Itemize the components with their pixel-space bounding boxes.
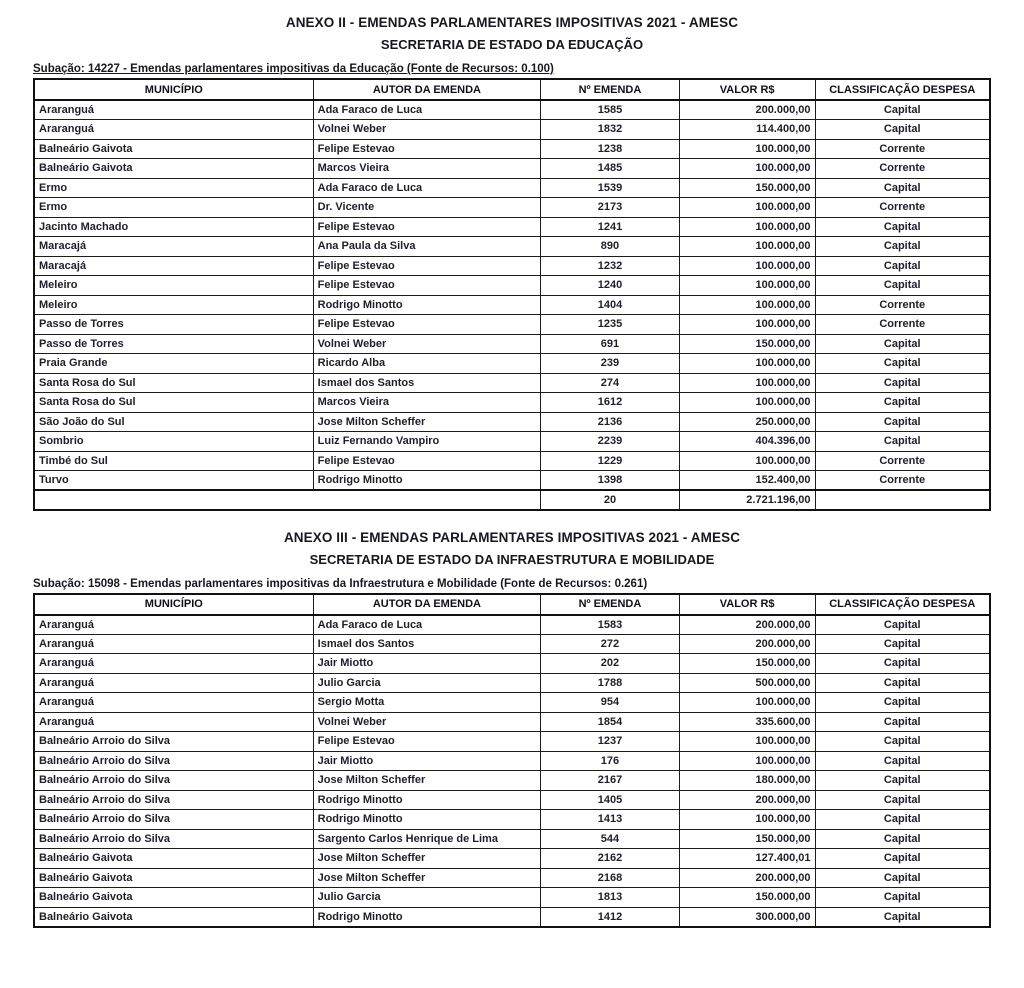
cell-valor: 100.000,00 — [679, 315, 815, 335]
cell-classificacao: Capital — [815, 276, 990, 296]
cell-classificacao: Capital — [815, 673, 990, 693]
cell-autor: Dr. Vicente — [313, 198, 541, 218]
cell-valor: 250.000,00 — [679, 412, 815, 432]
cell-municipio: Ermo — [34, 178, 313, 198]
cell-classificacao: Capital — [815, 178, 990, 198]
table-header-row — [34, 79, 990, 100]
cell-autor: Felipe Estevao — [313, 315, 541, 335]
cell-autor: Ada Faraco de Luca — [313, 178, 541, 198]
cell-num-emenda: 2168 — [541, 868, 680, 888]
cell-num-emenda: 544 — [541, 829, 680, 849]
cell-valor: 100.000,00 — [679, 237, 815, 257]
cell-autor: Felipe Estevao — [313, 732, 541, 752]
cell-classificacao: Corrente — [815, 295, 990, 315]
cell-valor: 200.000,00 — [679, 790, 815, 810]
cell-valor: 100.000,00 — [679, 159, 815, 179]
cell-municipio: Araranguá — [34, 120, 313, 140]
cell-valor: 100.000,00 — [679, 751, 815, 771]
cell-valor: 100.000,00 — [679, 354, 815, 374]
cell-municipio: Sombrio — [34, 432, 313, 452]
cell-municipio: Turvo — [34, 471, 313, 491]
cell-valor: 100.000,00 — [679, 732, 815, 752]
section-title: ANEXO III - EMENDAS PARLAMENTARES IMPOSITIVAS 2021 - AMESC — [283, 529, 741, 545]
cell-num-emenda: 2173 — [541, 198, 680, 218]
total-empty-cell — [34, 490, 541, 510]
cell-autor: Jose Milton Scheffer — [313, 412, 541, 432]
cell-municipio: Balneário Gaivota — [34, 159, 313, 179]
cell-classificacao: Capital — [815, 432, 990, 452]
cell-valor: 100.000,00 — [679, 256, 815, 276]
table-row — [34, 412, 990, 432]
cell-autor: Felipe Estevao — [313, 256, 541, 276]
cell-municipio: Maracajá — [34, 256, 313, 276]
cell-num-emenda: 691 — [541, 334, 680, 354]
table-row — [34, 139, 990, 159]
subacao-line: Subação: 15098 - Emendas parlamentares impositivas da Infraestrutura e Mobilidade (Fonte de Recursos: 0.261) — [33, 577, 648, 590]
cell-municipio: São João do Sul — [34, 412, 313, 432]
column-header-valor: VALOR R$ — [679, 594, 815, 615]
table-row — [34, 354, 990, 374]
column-header-municipio: MUNICÍPIO — [34, 79, 313, 100]
cell-classificacao: Corrente — [815, 471, 990, 491]
cell-num-emenda: 239 — [541, 354, 680, 374]
cell-valor: 100.000,00 — [679, 373, 815, 393]
table-row — [34, 373, 990, 393]
cell-num-emenda: 1412 — [541, 907, 680, 927]
cell-valor: 100.000,00 — [679, 139, 815, 159]
cell-valor: 100.000,00 — [679, 451, 815, 471]
cell-autor: Volnei Weber — [313, 120, 541, 140]
cell-autor: Marcos Vieira — [313, 159, 541, 179]
table-row — [34, 315, 990, 335]
column-header-autor: AUTOR DA EMENDA — [313, 79, 541, 100]
cell-valor: 500.000,00 — [679, 673, 815, 693]
cell-autor: Ismael dos Santos — [313, 373, 541, 393]
cell-autor: Ismael dos Santos — [313, 634, 541, 654]
cell-valor: 114.400,00 — [679, 120, 815, 140]
cell-num-emenda: 1235 — [541, 315, 680, 335]
total-count: 20 — [541, 490, 680, 510]
cell-classificacao: Capital — [815, 120, 990, 140]
total-valor: 2.721.196,00 — [679, 490, 815, 510]
cell-num-emenda: 1813 — [541, 888, 680, 908]
cell-valor: 200.000,00 — [679, 634, 815, 654]
table-row — [34, 393, 990, 413]
cell-autor: Jair Miotto — [313, 751, 541, 771]
cell-classificacao: Capital — [815, 888, 990, 908]
cell-municipio: Santa Rosa do Sul — [34, 393, 313, 413]
cell-municipio: Balneário Arroio do Silva — [34, 771, 313, 791]
cell-valor: 180.000,00 — [679, 771, 815, 791]
cell-classificacao: Corrente — [815, 139, 990, 159]
cell-municipio: Balneário Gaivota — [34, 868, 313, 888]
cell-autor: Jair Miotto — [313, 654, 541, 674]
cell-num-emenda: 1539 — [541, 178, 680, 198]
column-header-municipio: MUNICÍPIO — [34, 594, 313, 615]
table-row — [34, 256, 990, 276]
table-row — [34, 634, 990, 654]
table-row — [34, 771, 990, 791]
cell-municipio: Balneário Gaivota — [34, 888, 313, 908]
cell-classificacao: Corrente — [815, 198, 990, 218]
table-row — [34, 451, 990, 471]
cell-classificacao: Capital — [815, 100, 990, 120]
table-row — [34, 295, 990, 315]
cell-autor: Luiz Fernando Vampiro — [313, 432, 541, 452]
cell-autor: Julio Garcia — [313, 888, 541, 908]
cell-classificacao: Capital — [815, 771, 990, 791]
cell-autor: Rodrigo Minotto — [313, 790, 541, 810]
table-row — [34, 654, 990, 674]
cell-municipio: Ermo — [34, 198, 313, 218]
cell-valor: 100.000,00 — [679, 393, 815, 413]
cell-classificacao: Capital — [815, 849, 990, 869]
column-header-classificacao: CLASSIFICAÇÃO DESPESA — [815, 594, 990, 615]
table-row — [34, 334, 990, 354]
cell-valor: 100.000,00 — [679, 810, 815, 830]
cell-classificacao: Capital — [815, 907, 990, 927]
cell-autor: Sargento Carlos Henrique de Lima — [313, 829, 541, 849]
cell-classificacao: Capital — [815, 693, 990, 713]
table-row — [34, 471, 990, 491]
table-body — [34, 100, 990, 510]
cell-num-emenda: 1413 — [541, 810, 680, 830]
cell-municipio: Araranguá — [34, 615, 313, 635]
cell-num-emenda: 1237 — [541, 732, 680, 752]
cell-autor: Ada Faraco de Luca — [313, 100, 541, 120]
cell-valor: 100.000,00 — [679, 276, 815, 296]
table-row — [34, 732, 990, 752]
cell-autor: Ana Paula da Silva — [313, 237, 541, 257]
cell-num-emenda: 1232 — [541, 256, 680, 276]
table-row — [34, 615, 990, 635]
cell-autor: Jose Milton Scheffer — [313, 868, 541, 888]
cell-classificacao: Capital — [815, 829, 990, 849]
table-row — [34, 120, 990, 140]
cell-valor: 150.000,00 — [679, 334, 815, 354]
cell-num-emenda: 1485 — [541, 159, 680, 179]
cell-classificacao: Corrente — [815, 315, 990, 335]
cell-classificacao: Capital — [815, 654, 990, 674]
cell-autor: Rodrigo Minotto — [313, 295, 541, 315]
column-header-num-emenda: Nº EMENDA — [541, 79, 680, 100]
cell-municipio: Balneário Arroio do Silva — [34, 751, 313, 771]
cell-num-emenda: 1832 — [541, 120, 680, 140]
table-row — [34, 751, 990, 771]
table-row — [34, 100, 990, 120]
cell-classificacao: Capital — [815, 354, 990, 374]
cell-autor: Felipe Estevao — [313, 451, 541, 471]
cell-autor: Volnei Weber — [313, 334, 541, 354]
table-row — [34, 673, 990, 693]
cell-num-emenda: 1612 — [541, 393, 680, 413]
cell-num-emenda: 1398 — [541, 471, 680, 491]
cell-municipio: Araranguá — [34, 634, 313, 654]
cell-classificacao: Capital — [815, 393, 990, 413]
cell-num-emenda: 1585 — [541, 100, 680, 120]
cell-num-emenda: 274 — [541, 373, 680, 393]
subacao-line: Subação: 14227 - Emendas parlamentares impositivas da Educação (Fonte de Recursos: 0.100) — [33, 63, 554, 75]
section-anexo-iii — [33, 515, 991, 928]
cell-num-emenda: 176 — [541, 751, 680, 771]
table-row — [34, 276, 990, 296]
cell-num-emenda: 272 — [541, 634, 680, 654]
column-header-num-emenda: Nº EMENDA — [541, 594, 680, 615]
table-row — [34, 178, 990, 198]
cell-classificacao: Capital — [815, 790, 990, 810]
cell-municipio: Araranguá — [34, 673, 313, 693]
table-row — [34, 888, 990, 908]
cell-municipio: Passo de Torres — [34, 334, 313, 354]
cell-num-emenda: 1241 — [541, 217, 680, 237]
table-row — [34, 159, 990, 179]
cell-classificacao: Capital — [815, 256, 990, 276]
section-secretaria: SECRETARIA DE ESTADO DA INFRAESTRUTURA E MOBILIDADE — [309, 551, 715, 567]
cell-municipio: Balneário Arroio do Silva — [34, 829, 313, 849]
cell-municipio: Araranguá — [34, 693, 313, 713]
cell-num-emenda: 954 — [541, 693, 680, 713]
cell-autor: Jose Milton Scheffer — [313, 849, 541, 869]
cell-classificacao: Capital — [815, 237, 990, 257]
cell-num-emenda: 1404 — [541, 295, 680, 315]
cell-num-emenda: 1854 — [541, 712, 680, 732]
cell-municipio: Meleiro — [34, 295, 313, 315]
emendas-table-educacao — [33, 78, 991, 511]
cell-classificacao: Capital — [815, 615, 990, 635]
emendas-table-infraestrutura — [33, 593, 991, 928]
cell-classificacao: Capital — [815, 810, 990, 830]
cell-classificacao: Capital — [815, 712, 990, 732]
cell-valor: 200.000,00 — [679, 100, 815, 120]
cell-valor: 100.000,00 — [679, 295, 815, 315]
cell-classificacao: Capital — [815, 334, 990, 354]
cell-autor: Felipe Estevao — [313, 217, 541, 237]
cell-municipio: Balneário Gaivota — [34, 139, 313, 159]
cell-classificacao: Capital — [815, 868, 990, 888]
cell-num-emenda: 890 — [541, 237, 680, 257]
cell-autor: Felipe Estevao — [313, 276, 541, 296]
cell-municipio: Balneário Arroio do Silva — [34, 810, 313, 830]
cell-valor: 150.000,00 — [679, 829, 815, 849]
cell-municipio: Balneário Arroio do Silva — [34, 732, 313, 752]
cell-classificacao: Corrente — [815, 451, 990, 471]
column-header-autor: AUTOR DA EMENDA — [313, 594, 541, 615]
cell-classificacao: Capital — [815, 412, 990, 432]
table-row — [34, 198, 990, 218]
cell-municipio: Praia Grande — [34, 354, 313, 374]
cell-autor: Rodrigo Minotto — [313, 471, 541, 491]
table-row — [34, 217, 990, 237]
section-secretaria: SECRETARIA DE ESTADO DA EDUCAÇÃO — [380, 37, 644, 52]
cell-valor: 100.000,00 — [679, 198, 815, 218]
cell-municipio: Balneário Arroio do Silva — [34, 790, 313, 810]
column-header-valor: VALOR R$ — [679, 79, 815, 100]
cell-valor: 335.600,00 — [679, 712, 815, 732]
cell-num-emenda: 2136 — [541, 412, 680, 432]
table-total-row — [34, 490, 990, 510]
cell-valor: 404.396,00 — [679, 432, 815, 452]
cell-valor: 300.000,00 — [679, 907, 815, 927]
column-header-classificacao: CLASSIFICAÇÃO DESPESA — [815, 79, 990, 100]
section-title: ANEXO II - EMENDAS PARLAMENTARES IMPOSITIVAS 2021 - AMESC — [285, 15, 739, 30]
cell-num-emenda: 1229 — [541, 451, 680, 471]
cell-num-emenda: 1240 — [541, 276, 680, 296]
cell-autor: Volnei Weber — [313, 712, 541, 732]
table-row — [34, 712, 990, 732]
cell-num-emenda: 1583 — [541, 615, 680, 635]
cell-valor: 150.000,00 — [679, 888, 815, 908]
cell-autor: Marcos Vieira — [313, 393, 541, 413]
cell-num-emenda: 1238 — [541, 139, 680, 159]
cell-municipio: Araranguá — [34, 654, 313, 674]
cell-autor: Jose Milton Scheffer — [313, 771, 541, 791]
cell-valor: 127.400,01 — [679, 849, 815, 869]
cell-valor: 150.000,00 — [679, 654, 815, 674]
section-anexo-ii — [33, 0, 991, 511]
cell-classificacao: Capital — [815, 373, 990, 393]
cell-valor: 200.000,00 — [679, 868, 815, 888]
table-row — [34, 237, 990, 257]
table-header-row — [34, 594, 990, 615]
cell-autor: Ricardo Alba — [313, 354, 541, 374]
cell-num-emenda: 2239 — [541, 432, 680, 452]
cell-autor: Rodrigo Minotto — [313, 810, 541, 830]
table-row — [34, 810, 990, 830]
cell-classificacao: Capital — [815, 217, 990, 237]
cell-valor: 150.000,00 — [679, 178, 815, 198]
cell-valor: 100.000,00 — [679, 217, 815, 237]
cell-autor: Ada Faraco de Luca — [313, 615, 541, 635]
cell-municipio: Maracajá — [34, 237, 313, 257]
cell-num-emenda: 2162 — [541, 849, 680, 869]
cell-num-emenda: 1405 — [541, 790, 680, 810]
cell-valor: 152.400,00 — [679, 471, 815, 491]
cell-autor: Julio Garcia — [313, 673, 541, 693]
table-body — [34, 615, 990, 927]
cell-municipio: Timbé do Sul — [34, 451, 313, 471]
cell-autor: Sergio Motta — [313, 693, 541, 713]
table-row — [34, 693, 990, 713]
table-row — [34, 849, 990, 869]
cell-municipio: Balneário Gaivota — [34, 907, 313, 927]
cell-municipio: Araranguá — [34, 712, 313, 732]
cell-classificacao: Capital — [815, 634, 990, 654]
cell-classificacao: Capital — [815, 732, 990, 752]
table-row — [34, 907, 990, 927]
cell-valor: 200.000,00 — [679, 615, 815, 635]
cell-municipio: Passo de Torres — [34, 315, 313, 335]
table-row — [34, 829, 990, 849]
table-row — [34, 790, 990, 810]
cell-classificacao: Corrente — [815, 159, 990, 179]
cell-municipio: Santa Rosa do Sul — [34, 373, 313, 393]
cell-municipio: Araranguá — [34, 100, 313, 120]
cell-num-emenda: 202 — [541, 654, 680, 674]
cell-municipio: Jacinto Machado — [34, 217, 313, 237]
total-classificacao-empty-cell — [815, 490, 990, 510]
cell-classificacao: Capital — [815, 751, 990, 771]
table-row — [34, 432, 990, 452]
cell-autor: Rodrigo Minotto — [313, 907, 541, 927]
cell-num-emenda: 2167 — [541, 771, 680, 791]
table-row — [34, 868, 990, 888]
cell-municipio: Balneário Gaivota — [34, 849, 313, 869]
cell-valor: 100.000,00 — [679, 693, 815, 713]
cell-autor: Felipe Estevao — [313, 139, 541, 159]
cell-num-emenda: 1788 — [541, 673, 680, 693]
cell-municipio: Meleiro — [34, 276, 313, 296]
